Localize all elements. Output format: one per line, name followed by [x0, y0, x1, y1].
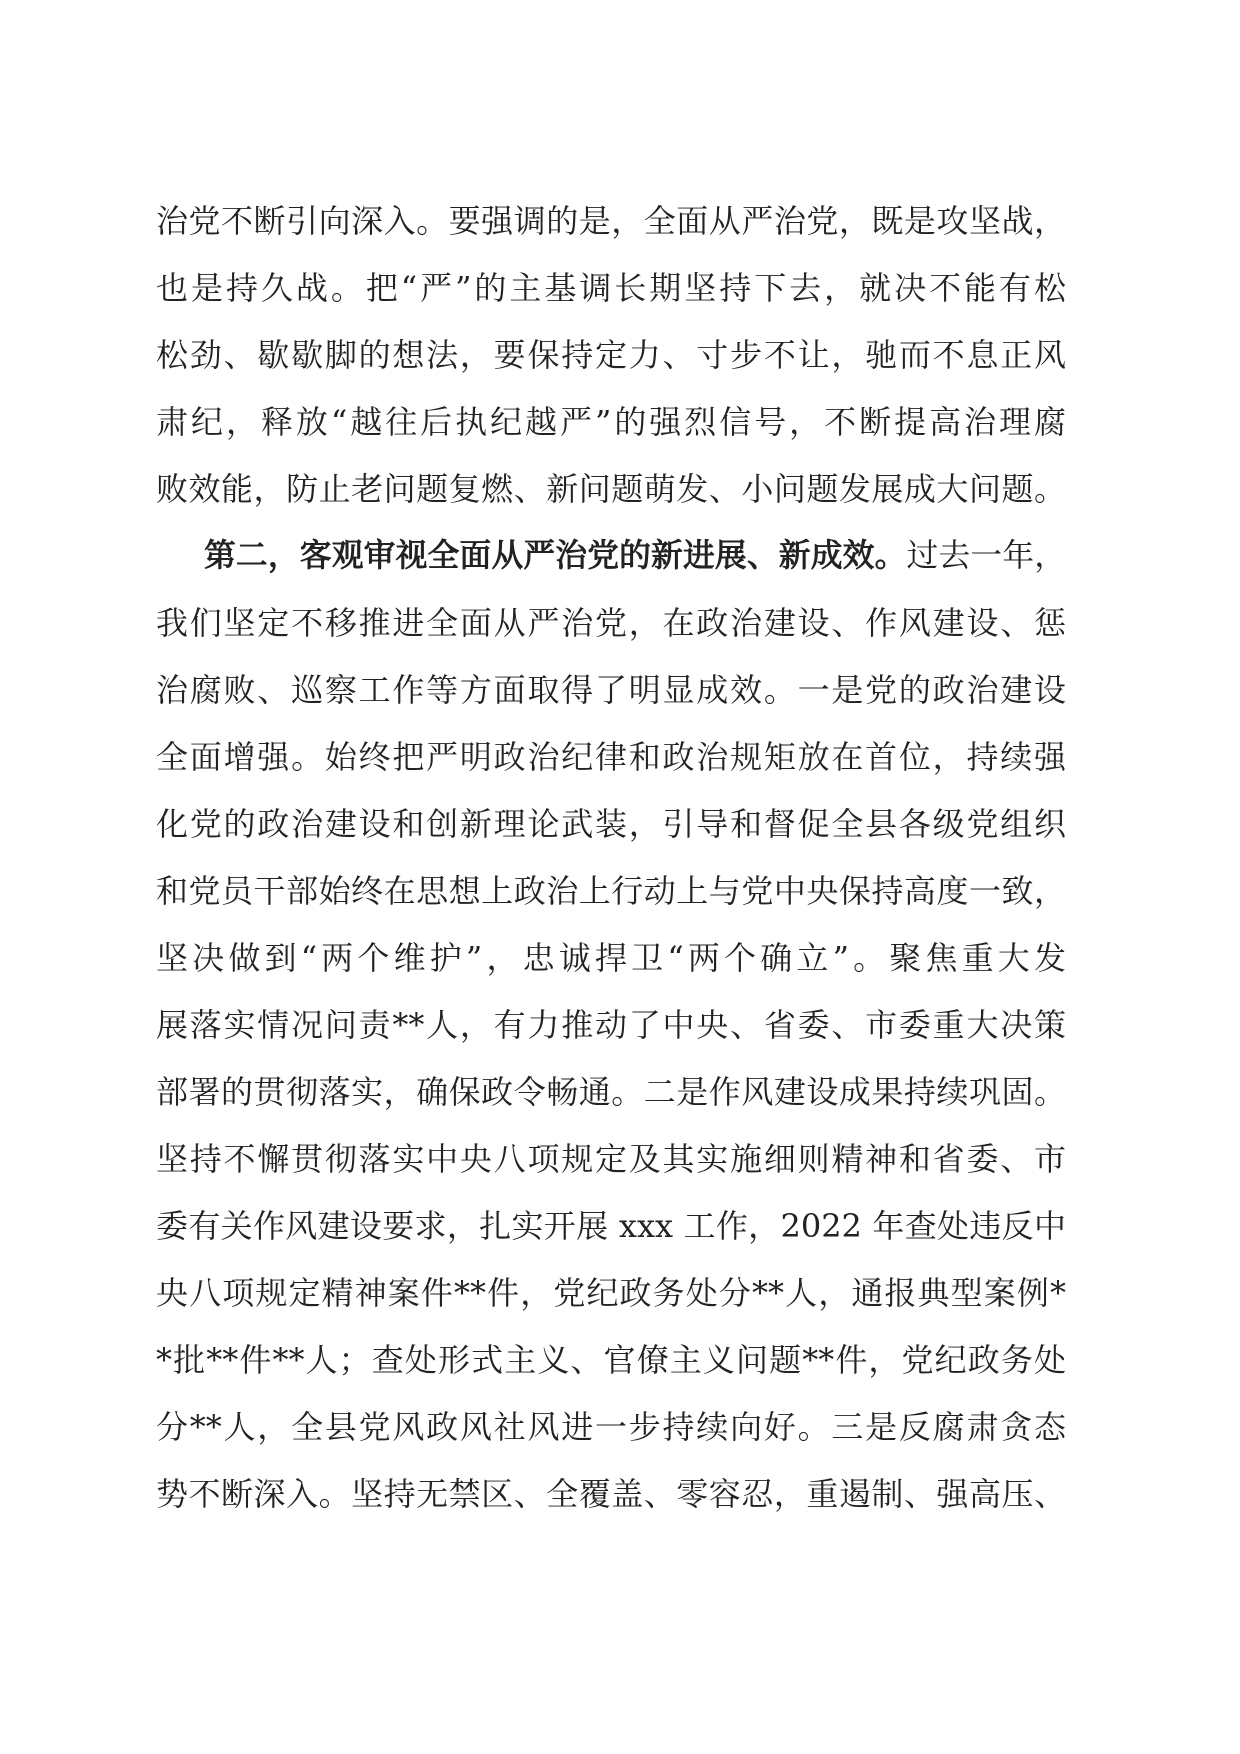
text-line: 全面增强。始终把严明政治纪律和政治规矩放在首位，持续强 — [156, 738, 1066, 776]
text-line: 我们坚定不移推进全面从严治党，在政治建设、作风建设、惩 — [156, 604, 1066, 642]
text-line: 也是持久战。把“严”的主基调长期坚持下去，就决不能有松 — [156, 269, 1066, 307]
text-line: 部署的贯彻落实，确保政令畅通。二是作风建设成果持续巩固。 — [156, 1073, 1066, 1111]
text-line: 委有关作风建设要求，扎实开展 xxx 工作，2022 年查处违反中 — [156, 1207, 1066, 1245]
text-line: 分**人，全县党风政风社风进一步持续向好。三是反腐肃贪态 — [156, 1408, 1066, 1446]
text-line: 和党员干部始终在思想上政治上行动上与党中央保持高度一致， — [156, 872, 1066, 910]
text-line: 央八项规定精神案件**件，党纪政务处分**人，通报典型案例* — [156, 1274, 1066, 1312]
paragraph-1 — [156, 188, 1066, 523]
text-line: 坚决做到“两个维护”，忠诚捍卫“两个确立”。聚焦重大发 — [156, 939, 1066, 977]
text-line: 势不断深入。坚持无禁区、全覆盖、零容忍，重遏制、强高压、 — [156, 1475, 1066, 1513]
heading-continuation: 过去一年， — [906, 538, 1067, 574]
text-line: *批**件**人；查处形式主义、官僚主义问题**件，党纪政务处 — [156, 1341, 1066, 1379]
text-line: 松劲、歇歇脚的想法，要保持定力、寸步不让，驰而不息正风 — [156, 336, 1066, 374]
text-line: 展落实情况问责**人，有力推动了中央、省委、市委重大决策 — [156, 1006, 1066, 1044]
paragraph-2 — [156, 523, 1066, 1528]
document-body — [156, 188, 1066, 1528]
text-line: 肃纪，释放“越往后执纪越严”的强烈信号，不断提高治理腐 — [156, 403, 1066, 441]
paragraph-heading: 第二，客观审视全面从严治党的新进展、新成效。 — [204, 538, 907, 574]
text-line: 治腐败、巡察工作等方面取得了明显成效。一是党的政治建设 — [156, 671, 1066, 709]
text-line: 化党的政治建设和创新理论武装，引导和督促全县各级党组织 — [156, 805, 1066, 843]
text-line-first — [156, 523, 1066, 590]
text-line: 治党不断引向深入。要强调的是，全面从严治党，既是攻坚战， — [156, 202, 1066, 240]
text-line: 坚持不懈贯彻落实中央八项规定及其实施细则精神和省委、市 — [156, 1140, 1066, 1178]
text-line: 败效能，防止老问题复燃、新问题萌发、小问题发展成大问题。 — [156, 470, 1066, 508]
